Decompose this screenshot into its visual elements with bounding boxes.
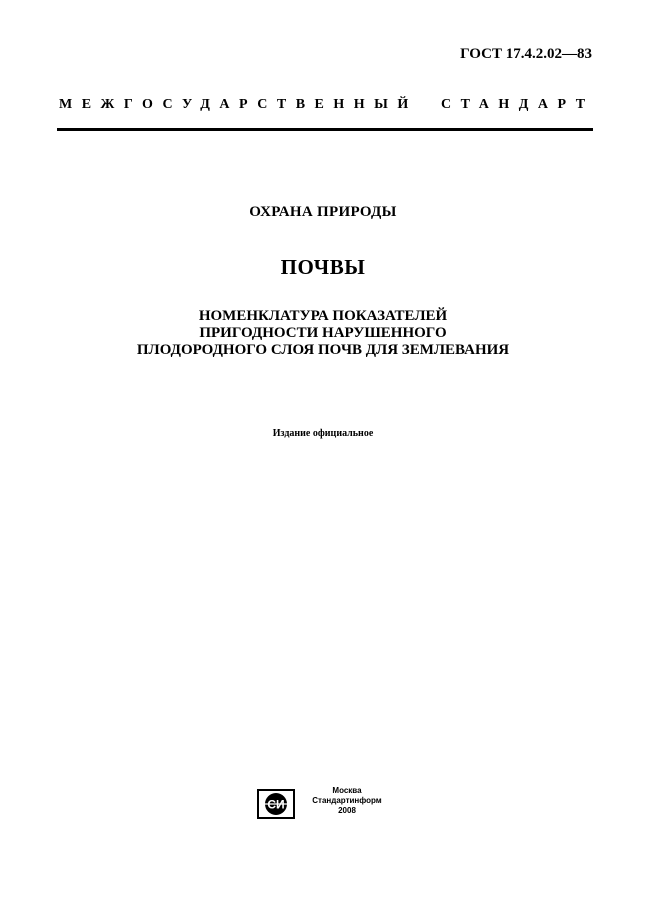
document-title: ПОЧВЫ — [280, 255, 366, 279]
publisher-name: Стандартинформ — [312, 796, 382, 805]
document-subtitle — [0, 308, 646, 359]
publisher-info — [302, 786, 392, 816]
header-divider — [57, 128, 593, 131]
standard-header-right: СТАНДАРТ — [441, 97, 595, 112]
document-number: ГОСТ 17.4.2.02—83 — [460, 46, 592, 62]
subtitle-line: НОМЕНКЛАТУРА ПОКАЗАТЕЛЕЙ — [198, 308, 448, 324]
standard-header-left: МЕЖГОСУДАРСТВЕННЫЙ — [59, 97, 418, 112]
edition-label: Издание официальное — [272, 428, 374, 439]
publisher-year: 2008 — [338, 806, 356, 815]
subtitle-line: ПРИГОДНОСТИ НАРУШЕННОГО — [199, 325, 447, 341]
subtitle-line: ПЛОДОРОДНОГО СЛОЯ ПОЧВ ДЛЯ ЗЕМЛЕВАНИЯ — [136, 342, 510, 358]
document-topic: ОХРАНА ПРИРОДЫ — [249, 204, 397, 220]
logo-text: СИ — [267, 797, 285, 812]
publisher-city: Москва — [332, 786, 362, 795]
standartinform-logo-icon — [257, 789, 295, 819]
